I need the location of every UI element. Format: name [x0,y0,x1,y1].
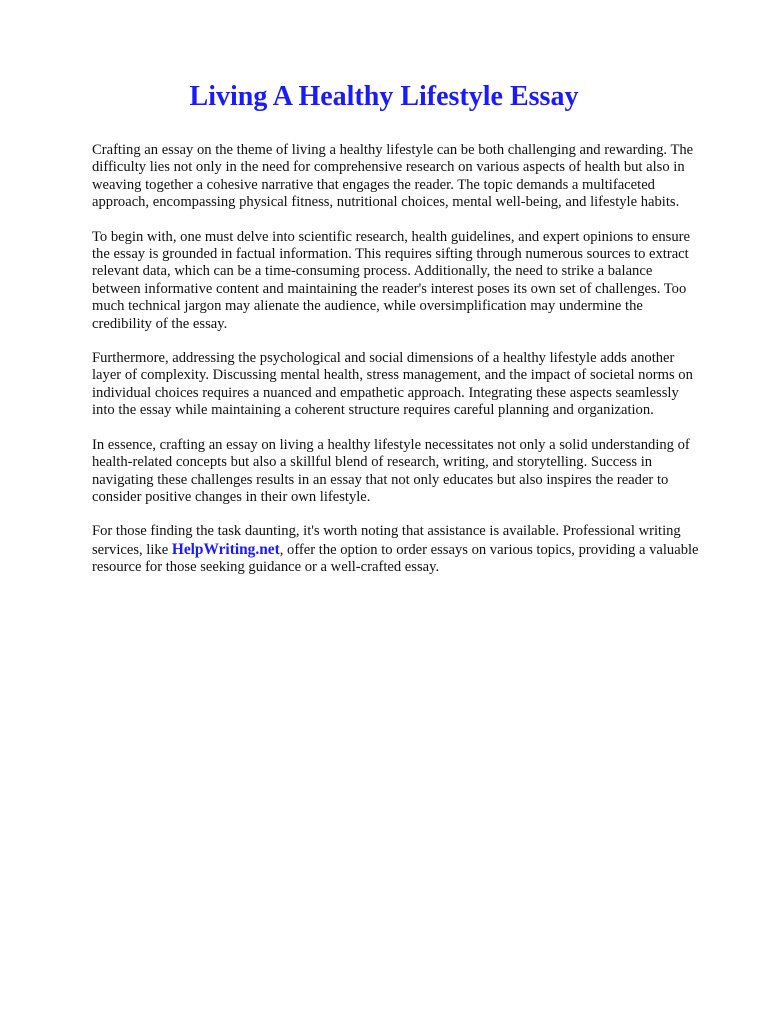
paragraph-5-text-before-link: For those finding the task daunting, it's worth noting that assistance is available. Professional writing services, like [92,523,681,558]
paragraph-5 [92,523,702,576]
paragraph-5-text-after-link: , offer the option to order essays on various topics, providing a valuable resource for those seeking guidance or a well-crafted essay. [92,541,699,576]
paragraph-2: To begin with, one must delve into scientific research, health guidelines, and expert opinions to ensure the essay is grounded in factual information. This requires sifting through numerous sources to extract relevant data, which can be a time-consuming process. Additionally, the need to strike a balance between informative content and maintaining the reader's interest poses its own set of challenges. Too much technical jargon may alienate the audience, while oversimplification may undermine the credibility of the essay. [92,228,690,332]
helpwriting-link[interactable]: HelpWriting.net [171,540,280,558]
essay-body [92,142,702,577]
paragraph-4: In essence, crafting an essay on living a healthy lifestyle necessitates not only a solid understanding of health-related concepts but also a skillful blend of research, writing, and storytelling. Success in navigating these challenges results in an essay that not only educates but also inspires the reader to consider positive changes in their own lifestyle. [92,436,690,505]
page-title: Living A Healthy Lifestyle Essay [189,81,579,112]
paragraph-1: Crafting an essay on the theme of living a healthy lifestyle can be both challenging and rewarding. The difficulty lies not only in the need for comprehensive research on various aspects of health but also in weaving together a cohesive narrative that engages the reader. The topic demands a multifaceted approach, encompassing physical fitness, nutritional choices, mental well-being, and lifestyle habits. [92,142,694,211]
paragraph-3: Furthermore, addressing the psychological and social dimensions of a healthy lifestyle adds another layer of complexity. Discussing mental health, stress management, and the impact of societal norms on individual choices requires a nuanced and empathetic approach. Integrating these aspects seamlessly into the essay while maintaining a coherent structure requires careful planning and organization. [92,350,693,419]
